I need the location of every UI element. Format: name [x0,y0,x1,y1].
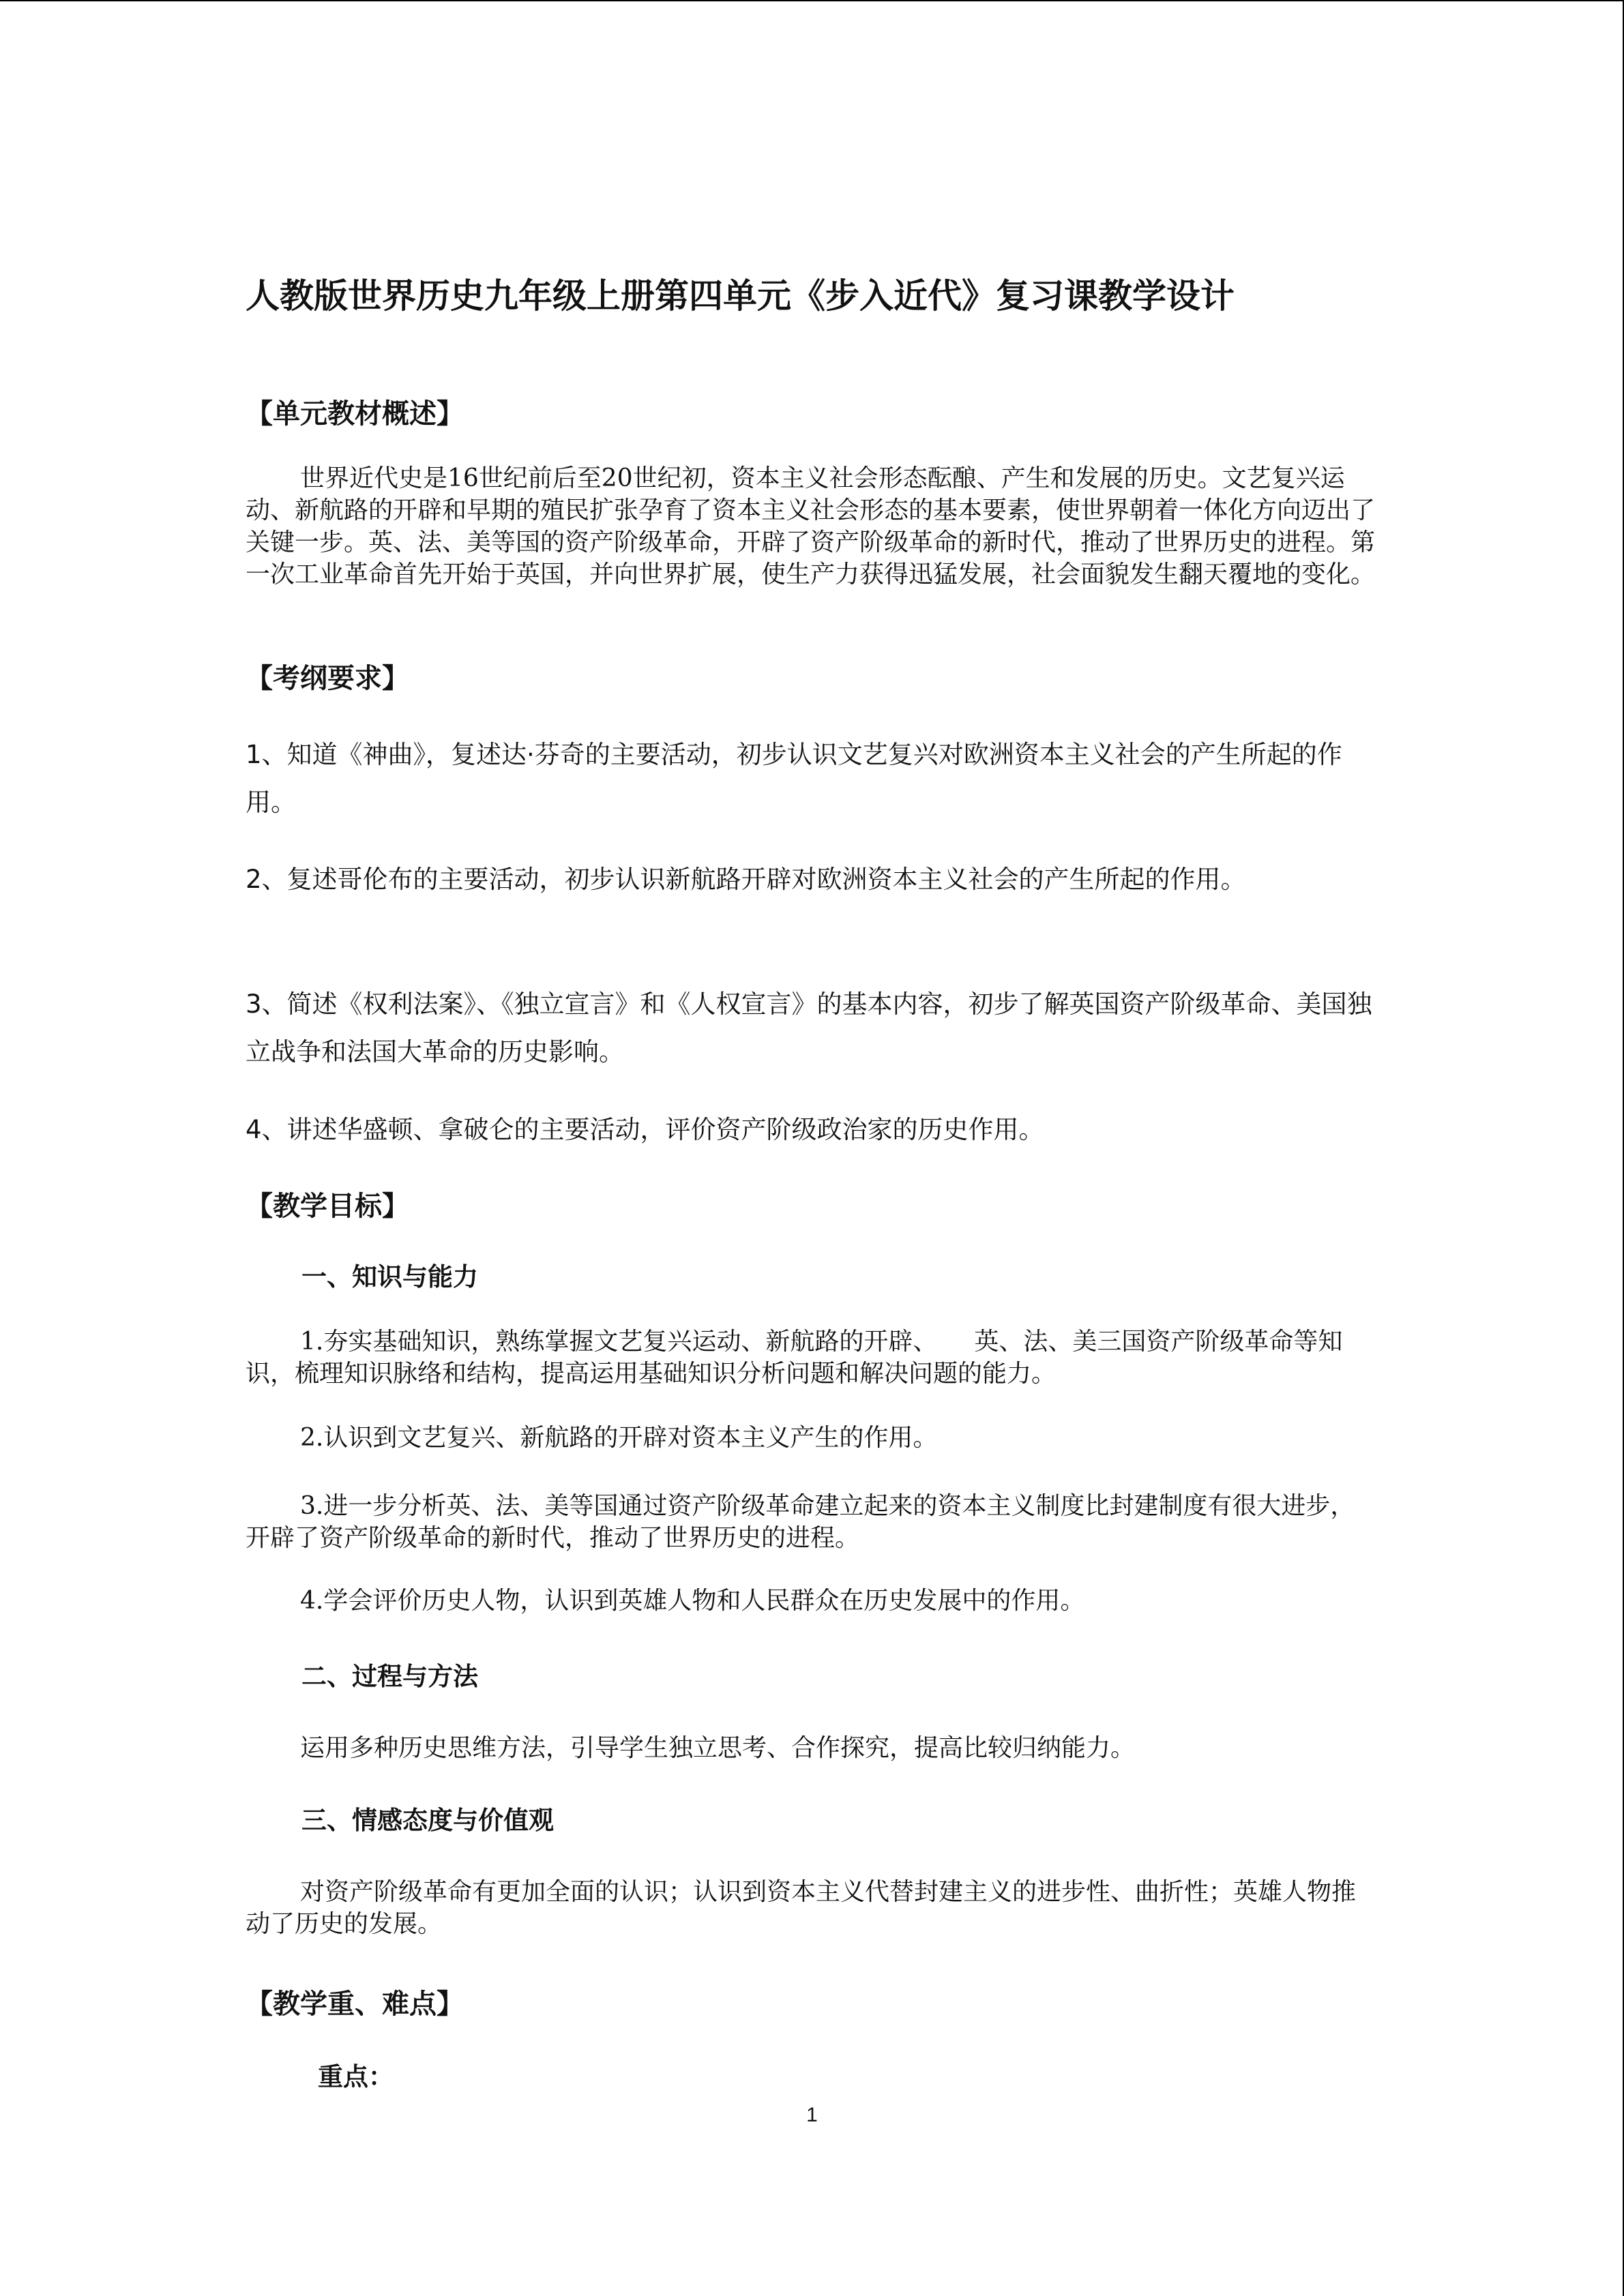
requirement-item: 3、简述《权利法案》、《独立宣言》和《人权宣言》的基本内容，初步了解英国资产阶级革命、美国独立战争和法国大革命的历史影响。 [246,989,1372,1067]
knowledge-item: 3.进一步分析英、法、美等国通过资产阶级革命建立起来的资本主义制度比封建制度有很大进步，开辟了资产阶级革命的新时代，推动了世界历史的进程。 [246,1492,1355,1552]
goals-subheading-emotion: 三、情感态度与价值观 [301,1806,554,1835]
goals-subheading-knowledge: 一、知识与能力 [301,1262,478,1292]
overview-paragraph: 世界近代史是16世纪前后至20世纪初，资本主义社会形态酝酿、产生和发展的历史。文艺复兴运动、新航路的开辟和早期的殖民扩张孕育了资本主义社会形态的基本要素，使世界朝着一体化方向迈出了关键一步。英、法、美等国的资产阶级革命，开辟了资产阶级革命的新时代，推动了世界历史的进程。第一次工业革命首先开始于英国，并向世界扩展，使生产力获得迅猛发展，社会面貌发生翻天覆地的变化。 [246,464,1376,588]
page-number: 1 [806,2104,818,2126]
emotion-paragraph: 对资产阶级革命有更加全面的认识；认识到资本主义代替封建主义的进步性、曲折性；英雄人物推动了历史的发展。 [246,1878,1357,1938]
process-paragraph: 运用多种历史思维方法，引导学生独立思考、合作探究，提高比较归纳能力。 [300,1734,1136,1762]
section-heading-key-points: 【教学重、难点】 [246,1988,464,2020]
requirement-item: 4、讲述华盛顿、拿破仑的主要活动，评价资产阶级政治家的历史作用。 [246,1115,1044,1144]
knowledge-item: 4.学会评价历史人物，认识到英雄人物和人民群众在历史发展中的作用。 [300,1587,1085,1615]
section-heading-overview: 【单元教材概述】 [246,398,464,430]
knowledge-item: 1.夯实基础知识，熟练掌握文艺复兴运动、新航路的开辟、 英、法、美三国资产阶级革命等知识，梳理知识脉络和结构，提高运用基础知识分析问题和解决问题的能力。 [246,1328,1343,1388]
section-heading-goals: 【教学目标】 [246,1191,409,1222]
requirement-item: 1、知道《神曲》，复述达·芬奇的主要活动，初步认识文艺复兴对欧洲资本主义社会的产生所起的作用。 [246,740,1342,817]
document-title: 人教版世界历史九年级上册第四单元《步入近代》复习课教学设计 [246,276,1235,316]
key-points-subheading: 重点： [318,2062,394,2091]
section-heading-requirements: 【考纲要求】 [246,663,409,694]
requirement-item: 2、复述哥伦布的主要活动，初步认识新航路开辟对欧洲资本主义社会的产生所起的作用。 [246,865,1246,894]
knowledge-item: 2.认识到文艺复兴、新航路的开辟对资本主义产生的作用。 [300,1424,938,1452]
goals-subheading-process: 二、过程与方法 [301,1662,478,1691]
